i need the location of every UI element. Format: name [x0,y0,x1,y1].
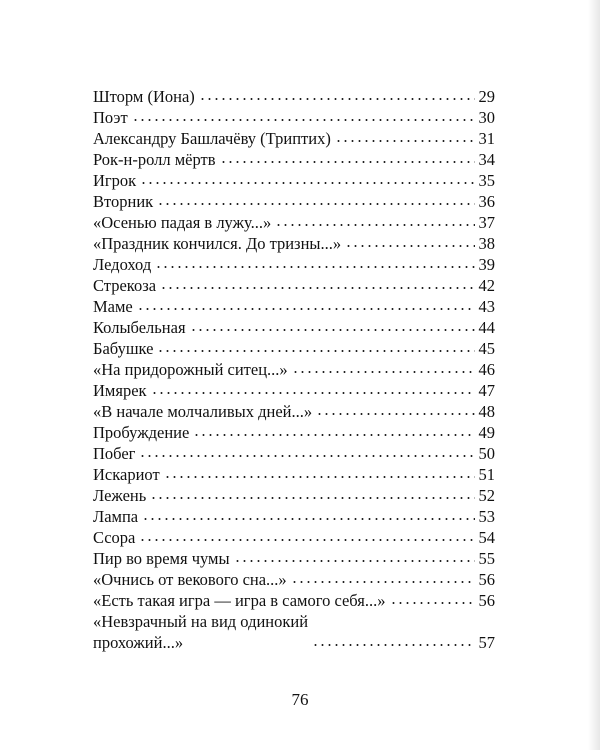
toc-entry-page: 54 [478,528,495,547]
toc-entry-title: «Праздник кончился. До тризны...» [93,234,342,253]
toc-entry [93,128,495,149]
toc-entry-title: Рок-н-ролл мёртв [93,150,216,169]
dot-leader [193,432,474,438]
dot-leader [345,243,474,249]
dot-leader [316,411,474,417]
toc-entry [93,275,495,296]
toc-entry [93,254,495,275]
toc-entry-title-block [93,611,312,653]
dot-leader [275,222,474,228]
dot-leader [150,495,474,501]
toc-entry-page: 46 [478,360,495,379]
toc-entry-title: Пробуждение [93,423,190,442]
toc-entry-page: 50 [478,444,495,463]
dot-leader [140,180,474,186]
toc-entry-page: 39 [478,255,495,274]
toc-entry-title-line1: «Невзрачный на вид одинокий [93,612,309,631]
dot-leader [390,600,475,606]
dot-leader [292,369,475,375]
table-of-contents [93,86,495,653]
toc-entry [93,233,495,254]
toc-entry-title: «Есть такая игра — игра в самого себя...» [93,591,386,610]
dot-leader [335,138,475,144]
dot-leader [157,201,474,207]
toc-entry-page: 47 [478,381,495,400]
toc-entry-title: Имярек [93,381,147,400]
dot-leader [137,306,475,312]
toc-entry-page: 43 [478,297,495,316]
toc-entry-page: 36 [478,192,495,211]
toc-entry-page: 29 [478,87,495,106]
toc-entry-title: Побег [93,444,136,463]
toc-entry-page: 48 [478,402,495,421]
toc-entry [93,548,495,569]
toc-entry-title: «В начале молчаливых дней...» [93,402,313,421]
toc-entry [93,359,495,380]
dot-leader [155,264,474,270]
dot-leader [151,390,475,396]
page-edge-shadow [588,0,600,750]
toc-entry [93,443,495,464]
dot-leader [132,117,475,123]
toc-entry [93,380,495,401]
toc-entry-title: «Осенью падая в лужу...» [93,213,272,232]
toc-entry-title: Колыбельная [93,318,186,337]
toc-entry-page: 55 [478,549,495,568]
toc-entry [93,296,495,317]
toc-entry [93,149,495,170]
toc-entry-page: 38 [478,234,495,253]
toc-entry [93,506,495,527]
toc-entry-title: Александру Башлачёву (Триптих) [93,129,331,148]
dot-leader [190,327,475,333]
toc-entry [93,590,495,611]
toc-entry-page: 34 [478,150,495,169]
toc-entry [93,401,495,422]
toc-entry [93,338,495,359]
dot-leader [164,474,475,480]
toc-entry-page: 53 [478,507,495,526]
toc-entry-page: 57 [478,633,495,652]
toc-entry [93,464,495,485]
toc-entry-page: 51 [478,465,495,484]
page-number: 76 [291,690,309,709]
toc-entry-title-line2: прохожий...» [93,633,184,652]
toc-entry-title: Маме [93,297,133,316]
toc-entry-title: «Очнись от векового сна...» [93,570,287,589]
toc-entry [93,422,495,443]
toc-entry-page: 42 [478,276,495,295]
toc-entry-page: 56 [478,570,495,589]
dot-leader [139,453,474,459]
toc-entry-title: Пир во время чумы [93,549,230,568]
toc-entry [93,569,495,590]
toc-entry-title: Искариот [93,465,160,484]
dot-leader [291,579,475,585]
toc-entry-title: Ледоход [93,255,152,274]
toc-entry [93,485,495,506]
dot-leader [142,516,474,522]
toc-entry-title: Лежень [93,486,147,505]
toc-entry [93,191,495,212]
dot-leader [160,285,474,291]
dot-leader [139,537,474,543]
dot-leader [312,642,474,648]
dot-leader [234,558,475,564]
toc-entry-title: Поэт [93,108,128,127]
toc-entry [93,86,495,107]
toc-entry-title: Стрекоза [93,276,157,295]
toc-entry [93,170,495,191]
toc-entry-multiline [93,611,495,653]
toc-entry-page: 52 [478,486,495,505]
dot-leader [199,96,475,102]
toc-entry-title: «На придорожный ситец...» [93,360,288,379]
toc-entry-page: 44 [478,318,495,337]
toc-entry-title: Лампа [93,507,139,526]
toc-entry-page: 35 [478,171,495,190]
dot-leader [220,159,475,165]
toc-entry [93,107,495,128]
toc-entry-page: 49 [478,423,495,442]
dot-leader [157,348,474,354]
toc-entry-page: 30 [478,108,495,127]
toc-entry-page: 56 [478,591,495,610]
toc-entry-title: Шторм (Иона) [93,87,195,106]
toc-entry-title: Бабушке [93,339,154,358]
toc-entry [93,317,495,338]
toc-entry-page: 45 [478,339,495,358]
toc-entry [93,527,495,548]
toc-entry [93,212,495,233]
toc-entry-page: 37 [478,213,495,232]
toc-entry-title: Вторник [93,192,154,211]
toc-entry-page: 31 [478,129,495,148]
toc-entry-title: Игрок [93,171,137,190]
toc-entry-title: Ссора [93,528,136,547]
